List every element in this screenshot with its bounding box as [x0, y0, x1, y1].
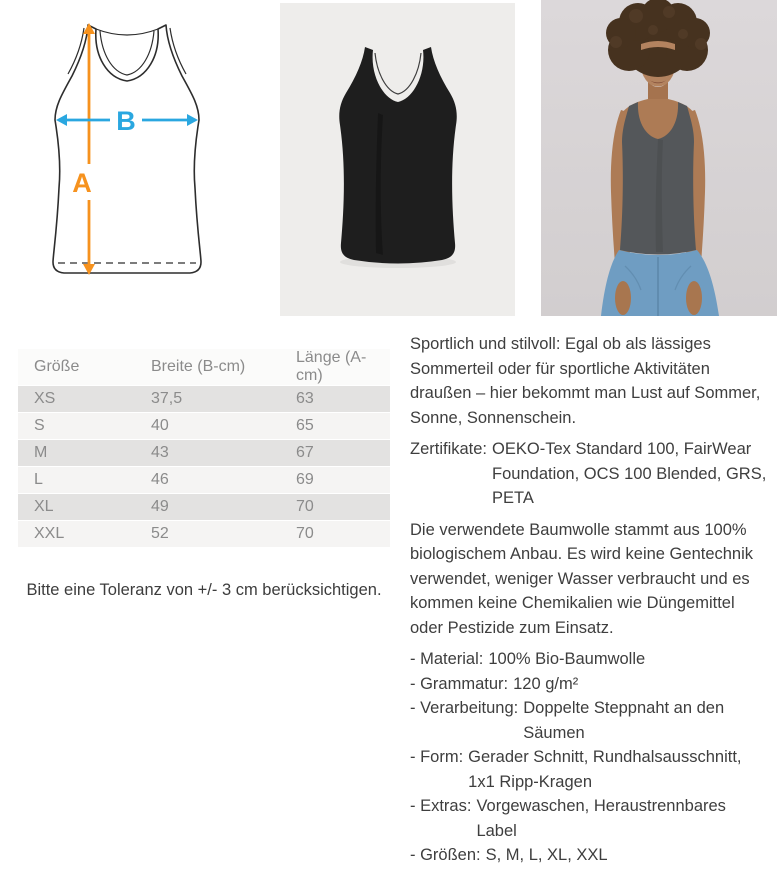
back-collar-line	[96, 29, 158, 35]
length-label-a: A	[72, 168, 92, 198]
sustainability-paragraph: Die verwendete Baumwolle stammt aus 100% biologischem Anbau. Es wird keine Gentechnik verwendet, weniger Wasser verbraucht und es kommen keine Chemikalien wie Düngemittel oder Pestizide zum Einsatz.	[410, 520, 754, 637]
table-row	[18, 467, 390, 493]
detail-value: Vorgewaschen, Heraustrennbares Label	[476, 797, 726, 840]
length-cell: 65	[280, 413, 390, 439]
detail-label: - Verarbeitung:	[410, 699, 519, 717]
table-row	[18, 440, 390, 466]
list-item	[410, 647, 770, 672]
size-cell: L	[18, 467, 135, 493]
size-diagram-image[interactable]	[30, 16, 212, 284]
certificates-label: Zertifikate:	[410, 440, 488, 458]
table-row	[18, 521, 390, 547]
product-description	[410, 332, 770, 868]
width-cell: 43	[135, 440, 280, 466]
length-cell: 69	[280, 467, 390, 493]
detail-label: - Grammatur:	[410, 674, 509, 693]
left-hand	[615, 281, 631, 315]
tank-top-measurement-diagram-icon	[30, 16, 212, 284]
certificates-value: OEKO-Tex Standard 100, FairWear Foundation, OCS 100 Blended, GRS, PETA	[492, 440, 767, 507]
size-cell: XXL	[18, 521, 135, 547]
detail-value: 120 g/m²	[513, 674, 579, 693]
col-header-width: Breite (B-cm)	[135, 349, 280, 385]
list-item	[410, 696, 770, 745]
right-hand	[686, 281, 702, 315]
width-cell: 40	[135, 413, 280, 439]
detail-value: 100% Bio-Baumwolle	[488, 650, 646, 668]
model-photo-tank-top[interactable]	[541, 0, 777, 316]
tank-outline	[53, 25, 201, 273]
size-cell: S	[18, 413, 135, 439]
length-cell: 70	[280, 521, 390, 547]
list-item	[410, 794, 770, 843]
detail-value: Doppelte Steppnaht an den Säumen	[523, 699, 725, 742]
certificates-line	[410, 437, 770, 511]
detail-label: - Form:	[410, 748, 464, 766]
detail-value: Gerader Schnitt, Rundhalsausschnitt, 1x1 Ripp-Kragen	[468, 748, 742, 791]
list-item	[410, 843, 770, 868]
detail-value: S, M, L, XL, XXL	[485, 846, 608, 864]
tolerance-note: Bitte eine Toleranz von +/- 3 cm berücksichtigen.	[26, 580, 382, 599]
length-cell: 63	[280, 386, 390, 412]
col-header-size: Größe	[18, 349, 135, 385]
detail-list	[410, 647, 770, 868]
table-row	[18, 494, 390, 520]
size-table	[18, 348, 390, 548]
black-tank-top-icon	[280, 3, 515, 316]
model-wearing-tank-top-icon	[541, 0, 777, 316]
detail-label: - Material:	[410, 650, 484, 668]
width-cell: 49	[135, 494, 280, 520]
width-cell: 37,5	[135, 386, 280, 412]
length-cell: 67	[280, 440, 390, 466]
length-cell: 70	[280, 494, 390, 520]
col-header-length: Länge (A-cm)	[280, 349, 390, 385]
list-item	[410, 745, 770, 794]
table-row	[18, 386, 390, 412]
size-cell: XL	[18, 494, 135, 520]
size-cell: XS	[18, 386, 135, 412]
width-cell: 46	[135, 467, 280, 493]
product-photo-black-tank-top[interactable]	[280, 3, 515, 316]
size-table-header-row	[18, 349, 390, 385]
width-cell: 52	[135, 521, 280, 547]
intro-paragraph: Sportlich und stilvoll: Egal ob als lässiges Sommerteil oder für sportliche Aktivitäten draußen – hier bekommt man Lust auf Sommer, Sonne, Sonnenschein.	[410, 335, 761, 427]
neck-binding-line	[100, 31, 154, 75]
size-cell: M	[18, 440, 135, 466]
table-row	[18, 413, 390, 439]
detail-label: - Extras:	[410, 797, 472, 815]
list-item	[410, 672, 770, 697]
width-label-b: B	[116, 106, 136, 136]
detail-label: - Größen:	[410, 846, 481, 864]
